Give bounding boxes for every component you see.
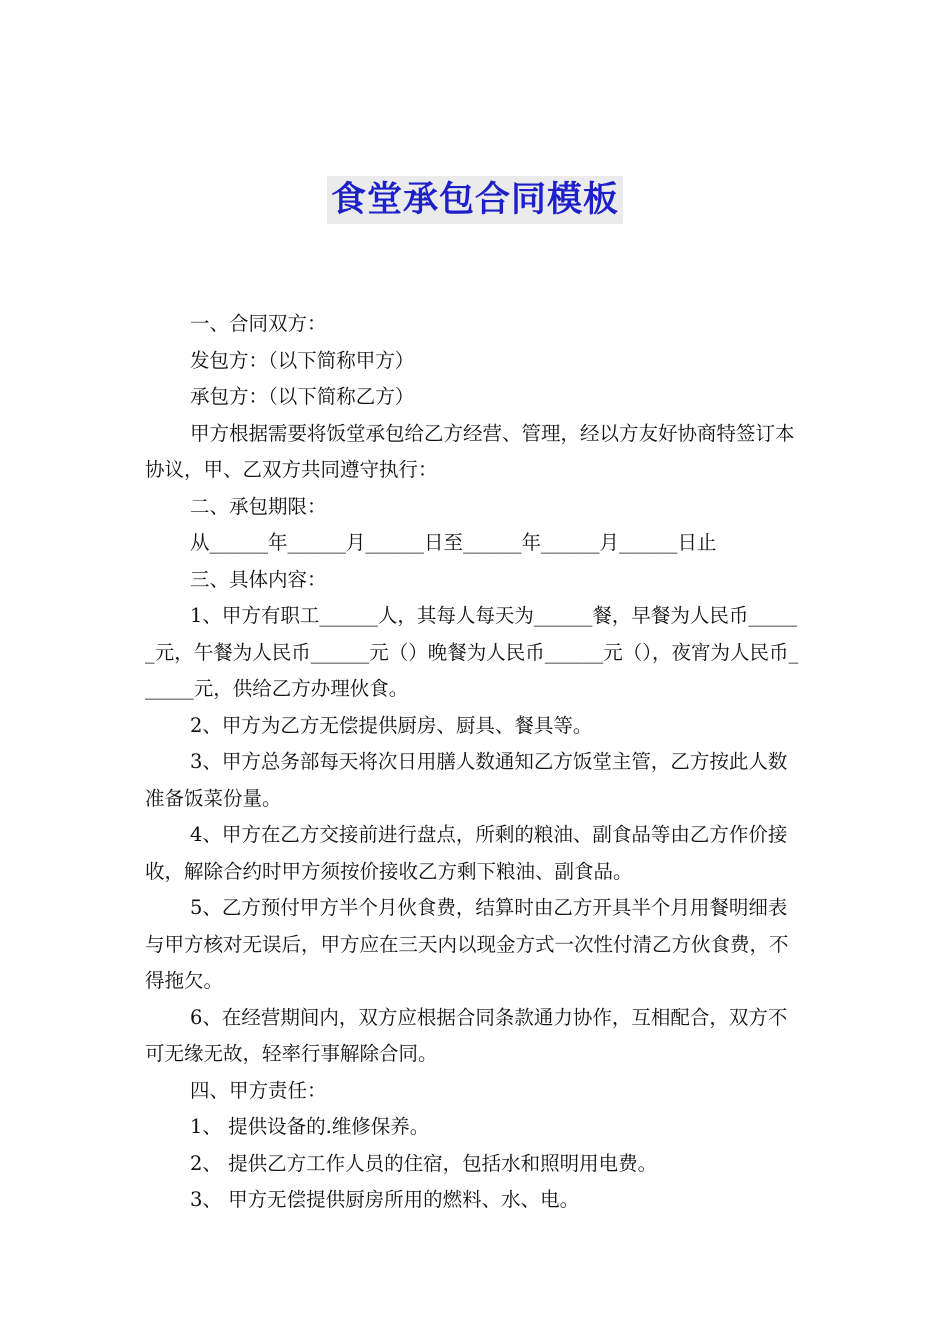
content-clause-6: 6、在经营期间内，双方应根据合同条款通力协作，互相配合，双方不可无缘无故，轻率行事解除合同。	[145, 1005, 788, 1065]
section-heading-parties: 一、合同双方：	[190, 312, 327, 335]
content-clause-2: 2、甲方为乙方无偿提供厨房、厨具、餐具等。	[190, 713, 593, 737]
content-clause-4: 4、甲方在乙方交接前进行盘点，所剩的粮油、副食品等由乙方作价接收，解除合约时甲方须按价接收乙方剩下粮油、副食品。	[145, 823, 788, 883]
content-clause-3: 3、甲方总务部每天将次日用膳人数通知乙方饭堂主管，乙方按此人数准备饭菜份量。	[145, 750, 788, 810]
party-b-line: 承包方：（以下简称乙方）	[190, 385, 415, 408]
content-clause-1: 1、甲方有职工______人，其每人每天为______餐，早餐为人民币______元，午餐为人民币______元（）晚餐为人民币______元（），夜宵为人民币______元，供给乙方办理伙食。	[145, 604, 799, 700]
term-dates-line: 从______年______月______日至______年______月______日止	[190, 531, 717, 554]
document-body	[145, 306, 805, 1219]
content-clause-5: 5、乙方预付甲方半个月伙食费，结算时由乙方开具半个月用餐明细表与甲方核对无误后，甲方应在三天内以现金方式一次性付清乙方伙食费，不得拖欠。	[145, 896, 789, 992]
section-heading-content: 三、具体内容：	[190, 567, 327, 591]
duty-clause-3: 3、 甲方无偿提供厨房所用的燃料、水、电。	[190, 1188, 580, 1211]
party-a-line: 发包方：（以下简称甲方）	[190, 348, 415, 372]
document-title-container	[0, 176, 950, 224]
preamble-paragraph: 甲方根据需要将饭堂承包给乙方经营、管理，经以方友好协商特签订本协议，甲、乙双方共同遵守执行：	[145, 421, 795, 481]
duty-clause-1: 1、 提供设备的.维修保养。	[190, 1115, 430, 1138]
section-heading-term: 二、承包期限：	[190, 494, 327, 518]
section-heading-party-a-duties: 四、甲方责任：	[190, 1078, 327, 1102]
duty-clause-2: 2、 提供乙方工作人员的住宿，包括水和照明用电费。	[190, 1151, 658, 1175]
document-title: 食堂承包合同模板	[327, 176, 623, 224]
